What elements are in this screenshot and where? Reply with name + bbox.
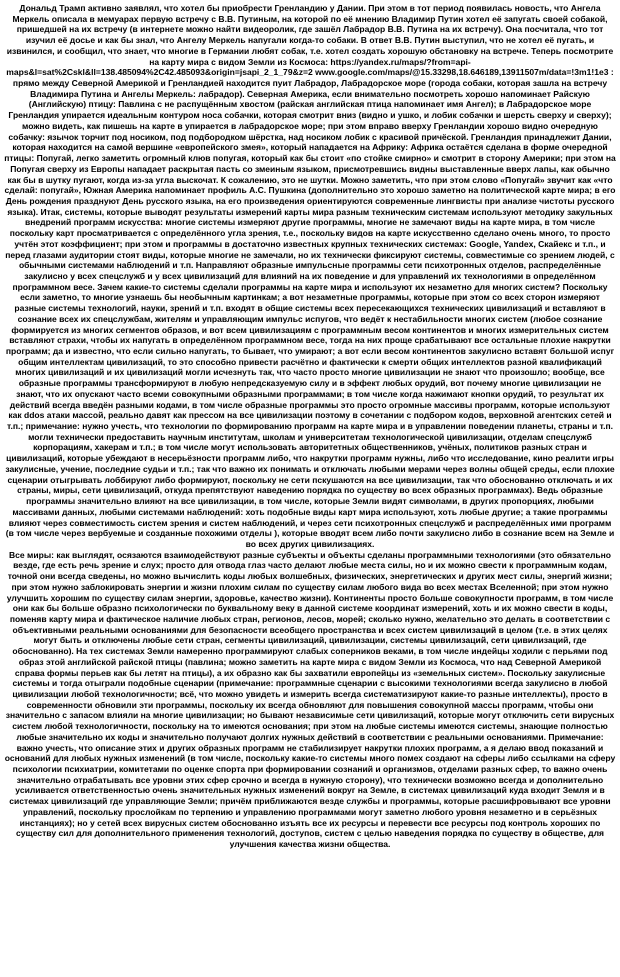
- paragraph-2: Все миры: как выглядят, осязаются взаимодействуют разные субъекты и объекты сделаны программными технологиями (это обязательно везде, где есть речь зрение и слух; просто для отвода глаз часто делают любые места силы, но и их можно свести к программным кодам, точной они всегда сведены, но можно вычислить коды любых волшебных, физических, энергетических и других мест силы, энергий жизни; при этом нужно заблокировать энергии и жизни плохим силам по существу силам любого вида во всех местах Вселенной; при этом нужно улучшить хорошим по существу силам энергии, здоровье, качество жизни). Континенты просто больше совокупности программ, в том числе они как бы больше образно психологически по буквальному веку в данной системе координат измерений, хоть и их можно свести в коды, поменяв карту мира и фактическое наличие любых стран, регионов, лесов, морей; сколько нужно, желательно это делать в соответствии с объективными реальными основаниями для безопасности всеобщего пространства и всех систем цивилизаций в целом (т.е. в этих целях могут быть и отключены любые сети стран, сегменты цивилизаций, цивилизации, системы цивилизаций, сети цивилизаций, где обоснованно). На тех системах Земли намеренно программируют слабых соперников веками, в том числе индейцы ходили с перьями под образ этой английской райской птицы (павлина; можно заметить на карте мира с видом Земли из Космоса, что над Северной Америкой справа формы перьев как бы летят на птицы), а их образно как бы захватили европейцы из «земельных систем». Поскольку закулисные системы и тогда отыграли подобные сценарии (примечание: программные сценарии с высокими технологиями всегда закулисно в любой цивилизации любой технологичности; всё, что можно увидеть и измерить всегда систематизируют какие-то разные интеллекты), просто в современности обновили эти программы, поскольку их всегда обновляют для повышения совокупной массы программ, чтобы они значительно с запасом влияли на многие цивилизации; но бывают независимые сети цивилизаций, которые могут отключить сети вирусных систем любой технологичности, поскольку на то имеются основания; при этом на любые системы имеются системы, знающие полностью любые значительно их коды и значительно получают долгих нужных действий в соответствии с реальными основаниями. Примечание: важно учесть, что описание этих и других образных программ не стабилизирует накрутки плохих программ, а я делаю ввод показаний и оснований для любых нужных изменений (в том числе, поскольку какие-то системы много помех создают на сферы либо ссылками на сферу психологии психиатрии, комитетами по оценке спорта при формировании сознаний и организмов, отделами разных сфер, то важно очень значительно отрабатывать все уровни этих сфер срочно и всегда в нужную сторону), что технически возможно всегда и дополнительно усиливается ответственностью очень значительных нужных изменений вокруг на Земле, в системах цивилизаций куда входит Земля и в системах цивилизаций где управляющие Земли; причём приближаются везде службы и программы, которые расшифровывают все уровни управлений, поскольку прослойкам по терпению и управлению программами могут заметно любого уровня незаметно и в серьёзных инстанциях); но у сетей всех вирусных систем обоснованно изъять все их ресурсы и перевести все ресурсы под контроль хороших по существу сил для дополнительного применения технологий, доступов, систем с целью наведения порядка по существу в обществе, для улучшения качества жизни общества.: [4, 549, 616, 850]
- paragraph-1: Дональд Трамп активно заявлял, что хотел бы приобрести Гренландию у Дании. При этом в тот период появилась новость, что Ангела Меркель описала в мемуарах первую встречу с В.В. Путиным, на которой по её мнению Владимир Путин хотел её запугать своей собакой, пришедшей на их встречу (в интернете можно найти видеоролик, где зашёл Лабрадор В.В. Путина на их встречу). Она посчитала, что тот изучил её досье и как бы знал, что Ангелу Меркель напугали когда-то собаки. В ответ В.В. Путин выступил, что не хотел её пугать, и извинился, и сообщил, что знает, что многие в Германии любят собак, т.е. хотел создать хорошую обстановку на встрече. Теперь посмотрите на карту мира с видом Земли из Космоса: https://yandex.ru/maps/?from=api-maps&l=sat%2Cskl&ll=138.485094%2C42.485093&origin=jsapi_2_1_79&z=2 www.google.com/maps/@15.33298,18.646189,13911507m/data=!3m1!1e3 : прямо между Северной Америкой и Гренландией находится пуит Лабрадор, Лабрадорское море (города собаки, которая зашла на встречу Владимира Путина и Ангелы Меркель: лабрадор). Северная Америка, если внимательно посмотреть хорошо напоминает Райскую (Английскую) птицу: Павлина с не распущённым хвостом (райская английская птица напоминает имя Ангел); в Лабрадорское море Гренландия упирается идеальным контуром носа собачки, которая смотрит вниз (видно и ушко, и лобик собачки и шерсть сверху и сверху); можно видеть, как пишешь на карте в упирается в лабрадорское море; при этом вправо вверху Гренландии хорошо видно очередную собачку: язычок торчит под носиком, под подбородком шёрстка, над носиком лобик с красивой причёской. Гренландия принадлежит Дании, которая находится на самой вершине «европейского змея», который нападается на Африку: Африка остаётся сделана в форме очередной птицы: Попугай, легко заметить огромный клюв попугая, который как бы стоит «по стойке смирно» и смотрит в сторону Америки; при этом на Попугая сверху из Европы нападает раскрытая пасть со змеиным языком, присмотревшись видны выставленные вверх лапы, как обычно как бы в шутку пугают, когда из-за угла выскочат. К сожалению, это не шутки. Можно заметить, что при этом слово «Попугай» звучит как «что сделай: попугай», Южная Америка напоминает профиль А.С. Пушкина (дополнительно это хорошо заметно на политической карте мира; в его День рождения празднуют День русского языка, на его произведения ориентируются современные лингвисты при анализе чистоты русского языка). Итак, системы, которые выводят результаты измерений карты мира разным техническим системам используют методику закульных внедрений программ искусства: многие системы измеряют другие программы, многие не замечают виды на карте мира, в том числе поскольку карт просматривается с определённого угла зрения, т.е., поскольку видов на карте искусственно сделано очень много, то просто учтён этот коэффициент; при этом и программы в достаточно известных крупных технических системах: Google, Yandex, Скайекс и т.п., и перед глазами аудитории стоят виды, которые многие не замечали, но их технически фиксируют системы, совместимые со зрением людей, с обычными системами наблюдений и т.п. Направляют образные импульсные программы сети психотронных отделов, распределённые закулисно у всех спецслужб и у всех цивилизаций для влияний на их поведение и для управлений их технологиями в определённом программном весе. Зачем какие-то системы сделали программы на карте мира и используют их незаметно для многих систем? Поскольку если заметно, то многие узнаешь бы необычным картинкам; а вот незаметные программы, которые при этом со всех сторон измеряют разные системы технологий, науки, зрений и т.п. входят в общие системы всех пересекающихся технических цивилизаций и вставляют в сознание всех их спецслужбам, жителям и управляющим импульс испугов, что ведёт к нестабильности многих систем (любое сознание формируется из многих сегментов образов, и вот всем цивилизациям с программным весом континентов и многих измерительных систем вставляют страхи, чтобы их напугать в определённом программном весе, тогда на них проще срабатывают все остальные плохие накрутки программ; да и известно, что если сильно напугать, то бывает, что умирают; а вот если весом континентов закулисно вставят большой испуг общим интеллектам цивилизаций, то это способно привести расчётно и фактически к смерти общих интеллектов разной квалификаций многих цивилизаций и их цивилизаций могли исчезнуть так, что часто просто многие цивилизации не знают что произошло; вообще, все образные программы трансформируют в любую непредсказуемую силу и в эффект любых орудий, вот почему многие цивилизации не знают, что их опускают часто всеми совокупными образными программами; в том числе когда нажимают кнопки орудий, то результат их действий всегда введён разными кодами, в том числе образные программы это просто огромные массивы программ, которые используют как ddos атаки массой, реально давят как прессом на все цивилизации поэтому в сочетании с подбором кодов, верховной агентских сетей и т.п.; примечание: нужно учесть, что технологии по формированию программ на карте мира и в управлении поведении планеты, страны и т.п. могли технически предоставить научным институтам, школам и университетам технологической цивилизации, отделам спецслужб корпорациям, хакерам и т.п.; в том числе могут использовать авторитетных общественников, учёных, политиков разных стран и цивилизаций, которые убеждают в несерьёзности программ либо, что накрутки программ нужны, либо что исследование, кино реалити игры закулисные, учение, последние судьи и т.п.; так что важно их понимать и отключать любыми мерами через волны общей среды, если плохие сценарии отыгрывать лоббируют либо формируют, поскольку не сети пскушаются на все цивилизации, так что обоснованно отключать и их страны, миры, сети цивилизаций, откуда препятствуют наведению порядка по существу во всех образных программах). Ведь образные программы значительно влияют на все цивилизации, в том числе, которые Земли видят символами, в других пропорциях, любыми массивами данных, любыми системами наблюдений: хоть подобные виды карт мира используют, хоть любые другие; а такие программы влияют через совместимость систем зрения и систем наблюдений, и через сети психотронных спецслужб и распределённых ими программ (в том числе через вербуемые и созданные похожими отделы ), которые вводят всем либо почти закулисно либо в сознание всем на Земле и во всех других цивилизациях.: [4, 3, 616, 549]
